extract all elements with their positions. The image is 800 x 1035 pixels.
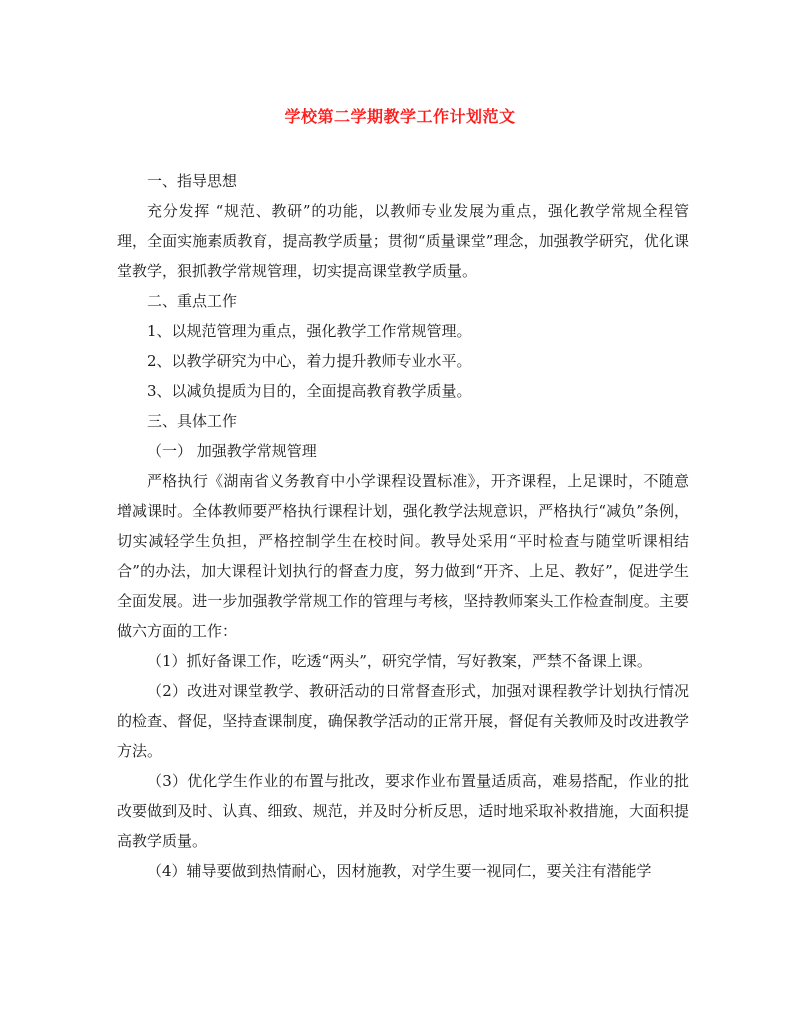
document-body xyxy=(117,166,689,886)
list-item: 2、以教学研究为中心，着力提升教师专业水平。 xyxy=(147,352,472,370)
section-heading: 三、具体工作 xyxy=(147,412,238,430)
list-item: （2）改进对课堂教学、教研活动的日常督查形式，加强对课程教学计划执行情况的检查、督促，坚持查课制度，确保教学活动的正常开展，督促有关教师及时改进教学方法。 xyxy=(117,682,689,760)
list-item: （3）优化学生作业的布置与批改，要求作业布置量适质高，难易搭配，作业的批改要做到及时、认真、细致、规范，并及时分析反思，适时地采取补救措施，大面积提高教学质量。 xyxy=(117,772,689,850)
subsection-heading: （一） 加强教学常规管理 xyxy=(147,442,317,460)
section-heading: 一、指导思想 xyxy=(147,172,238,190)
document-title: 学校第二学期教学工作计划范文 xyxy=(284,107,516,126)
list-item: （4）辅导要做到热情耐心，因材施教，对学生要一视同仁，要关注有潜能学 xyxy=(147,862,652,880)
section-heading: 二、重点工作 xyxy=(147,292,238,310)
list-item: 1、以规范管理为重点，强化教学工作常规管理。 xyxy=(147,322,472,340)
list-item: 3、以减负提质为目的，全面提高教育教学质量。 xyxy=(147,382,472,400)
paragraph: 严格执行《湖南省义务教育中小学课程设置标准》，开齐课程，上足课时，不随意增减课时。全体教师要严格执行课程计划，强化教学法规意识，严格执行“减负”条例，切实减轻学生负担，严格控制学生在校时间。教导处采用“平时检查与随堂听课相结合”的办法，加大课程计划执行的督查力度，努力做到“开齐、上足、教好”，促进学生全面发展。进一步加强教学常规工作的管理与考核，坚持教师案头工作检查制度。主要做六方面的工作： xyxy=(117,472,689,640)
list-item: （1）抓好备课工作，吃透“两头”，研究学情，写好教案，严禁不备课上课。 xyxy=(147,652,652,670)
paragraph: 充分发挥 “规范、教研”的功能，以教师专业发展为重点，强化教学常规全程管理，全面实施素质教育，提高教学质量；贯彻“质量课堂”理念，加强教学研究，优化课堂教学，狠抓教学常规管理，切实提高课堂教学质量。 xyxy=(117,202,689,280)
